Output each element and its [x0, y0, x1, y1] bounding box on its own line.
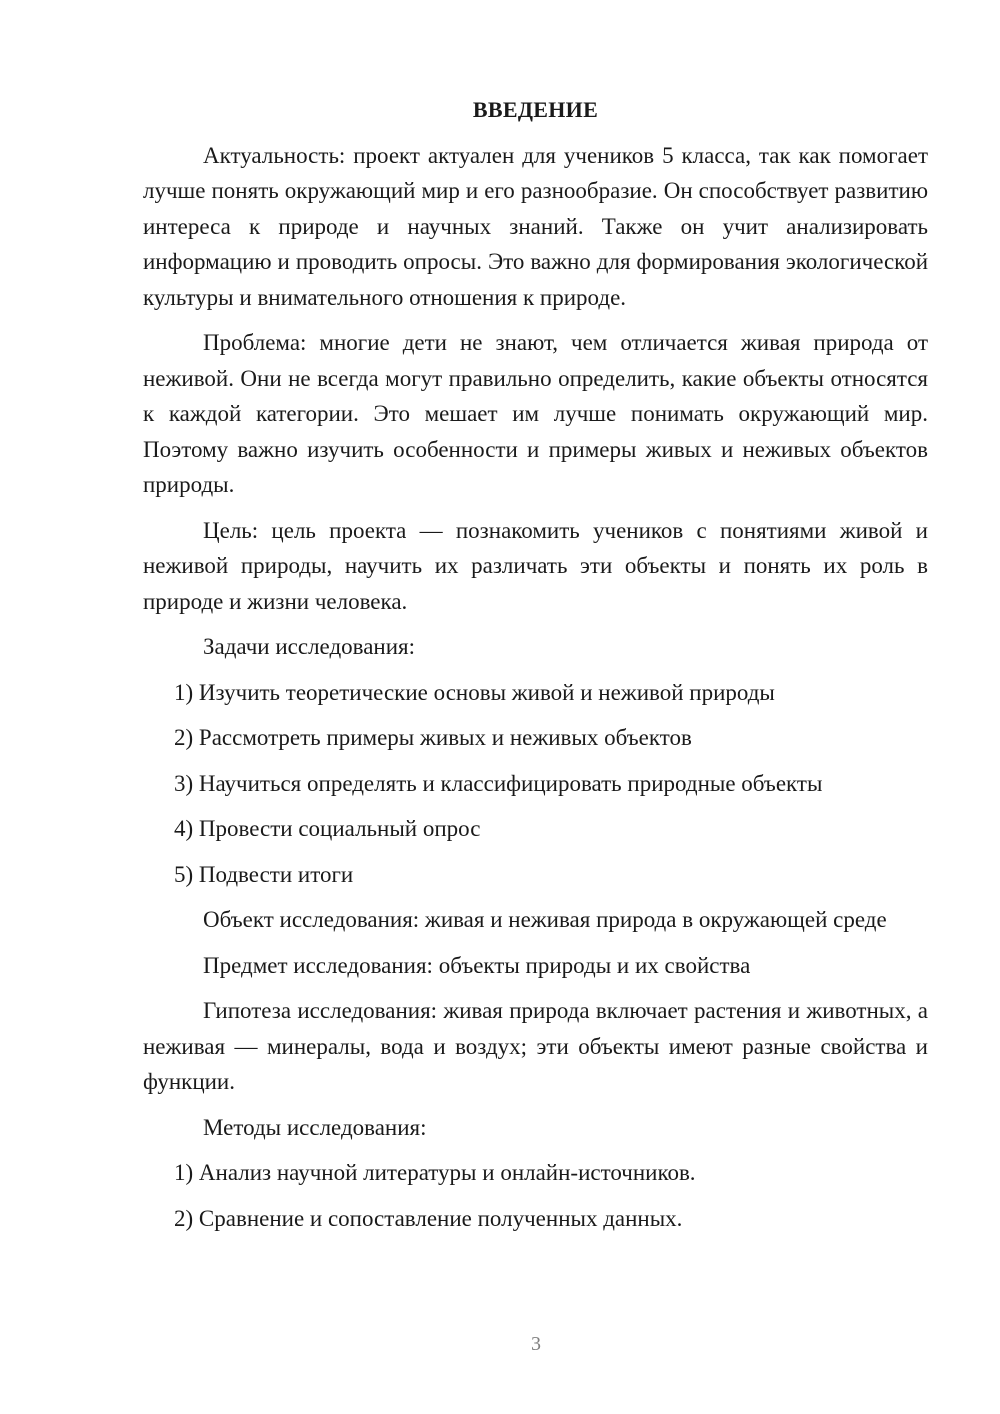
method-item: 1) Анализ научной литературы и онлайн-источников.	[174, 1160, 696, 1185]
relevance-paragraph: Актуальность: проект актуален для учеников 5 класса, так как помогает лучше понять окружающий мир и его разнообразие. Он способствует развитию интереса к природе и научных знаний. Также он учит анализировать информацию и проводить опросы. Это важно для формирования экологической культуры и внимательного отношения к природе.	[143, 142, 928, 310]
subject-paragraph: Предмет исследования: объекты природы и их свойства	[203, 952, 751, 978]
goal-paragraph: Цель: цель проекта — познакомить учеников с понятиями живой и неживой природы, научить их различать эти объекты и понять их роль в природе и жизни человека.	[143, 517, 928, 614]
page-number: 3	[531, 1333, 541, 1355]
tasks-heading: Задачи исследования:	[203, 634, 416, 659]
document-body	[143, 92, 928, 1246]
task-item: 4) Провести социальный опрос	[174, 816, 481, 841]
task-item: 2) Рассмотреть примеры живых и неживых объектов	[174, 725, 692, 750]
problem-paragraph: Проблема: многие дети не знают, чем отличается живая природа от неживой. Они не всегда могут правильно определить, какие объекты относятся к каждой категории. Это мешает им лучше понимать окружающий мир. Поэтому важно изучить особенности и примеры живых и неживых объектов природы.	[143, 330, 928, 497]
task-item: 1) Изучить теоретические основы живой и неживой природы	[174, 679, 775, 705]
section-title: ВВЕДЕНИЕ	[472, 97, 599, 122]
object-paragraph: Объект исследования: живая и неживая природа в окружающей среде	[203, 907, 887, 932]
task-item: 3) Научиться определять и классифицировать природные объекты	[174, 770, 823, 796]
method-item: 2) Сравнение и сопоставление полученных данных.	[174, 1205, 683, 1231]
task-item: 5) Подвести итоги	[174, 861, 354, 887]
methods-heading: Методы исследования:	[203, 1114, 427, 1140]
hypothesis-paragraph: Гипотеза исследования: живая природа включает растения и животных, а неживая — минералы, вода и воздух; эти объекты имеют разные свойства и функции.	[143, 998, 928, 1094]
